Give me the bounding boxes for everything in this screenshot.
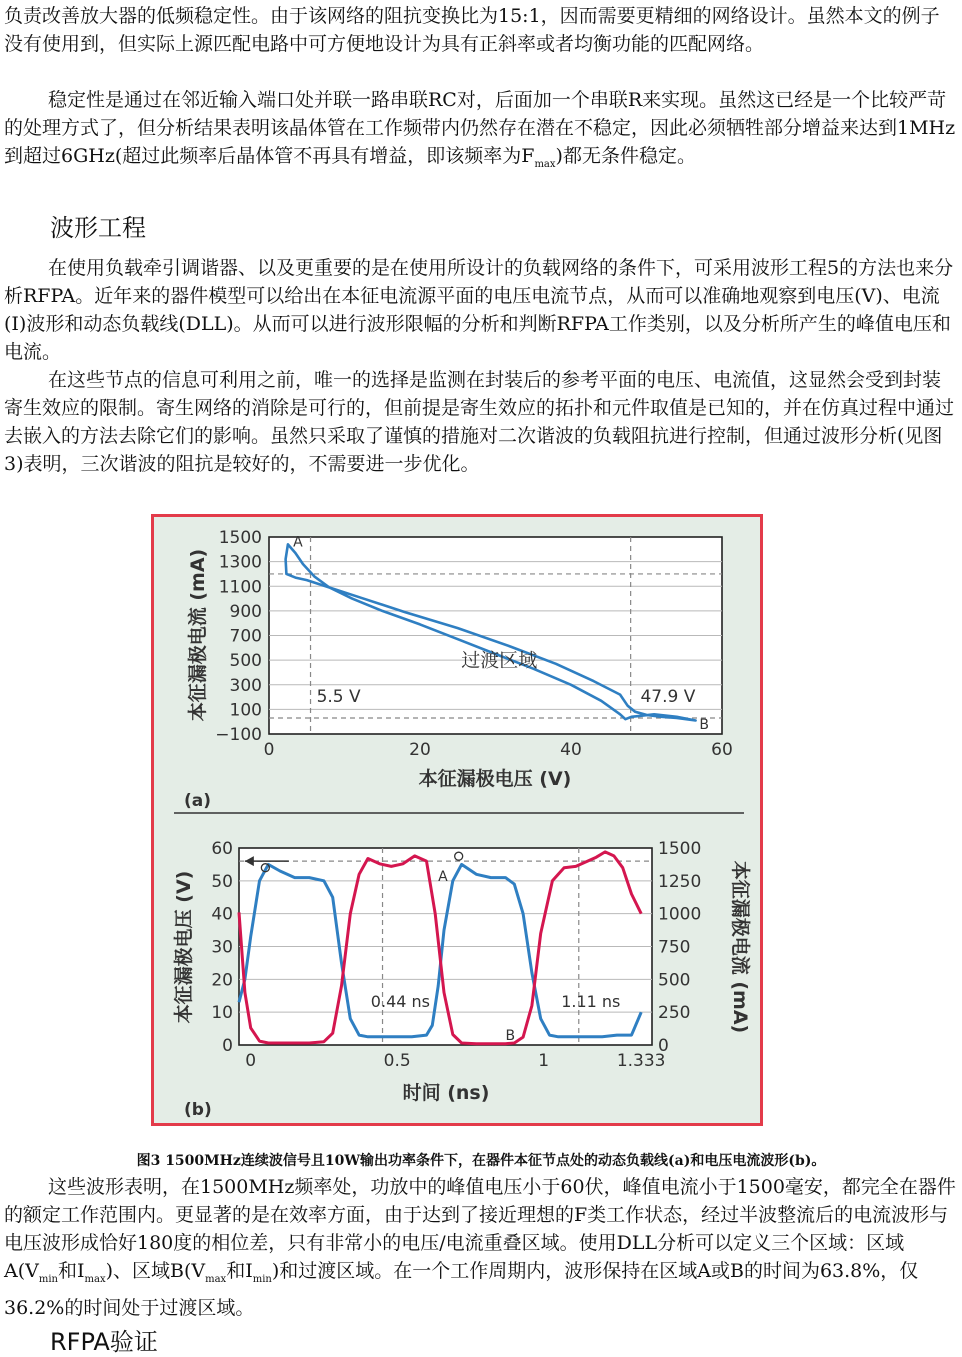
panel-b-ytick-left-label: 20 bbox=[211, 970, 233, 991]
panel-a-ytick-label: −100 bbox=[215, 725, 262, 745]
panel-b-ytick-right-label: 1000 bbox=[658, 904, 702, 925]
panel-a-tag: (a) bbox=[184, 791, 212, 811]
panel-b-ytick-left-label: 10 bbox=[211, 1003, 233, 1024]
panel-a-xtick-label: 40 bbox=[560, 740, 582, 760]
panel-a-ytick-label: 100 bbox=[229, 700, 262, 721]
panel-a-xtick-label: 20 bbox=[409, 740, 431, 760]
panel-b-region-b-label: B bbox=[505, 1028, 516, 1045]
paragraph-2: 稳定性是通过在邻近输入端口处并联一路串联RC对，后面加一个串联R来实现。虽然这已经是一个比较严苛的处理方式了，但分析结果表明该晶体管在工作频带内仍然存在潜在不稳定，因此必须牺牲部分增益来达到1MHz到超过6GHz(超过此频率后晶体管不再具有增益，即该频率为$F_{max}$)都无条件稳定。 bbox=[4, 89, 956, 170]
panel-b-ytick-left-label: 50 bbox=[211, 871, 233, 892]
panel-b-ytick-right-label: 750 bbox=[658, 937, 691, 958]
panel-b-t2-label: 1.11 ns bbox=[561, 992, 621, 1012]
panel-b-t1-label: 0.44 ns bbox=[370, 992, 430, 1012]
panel-b-ylabel-right: 本征漏极电流 (mA) bbox=[729, 860, 751, 1034]
paragraph-3: 在使用负载牵引调谐器、以及更重要的是在使用所设计的负载网络的条件下，可采用波形工程5的方法也来分析RFPA。近年来的器件模型可以给出在本征电流源平面的电压电流节点，从而可以准确地观察到电压(V)、电流(I)波形和动态负载线(DLL)。从而可以进行波形限幅的分析和判断RFPA工作类别，以及分析所产生的峰值电压和电流。 bbox=[4, 257, 954, 363]
panel-a-ytick-label: 1500 bbox=[218, 528, 262, 548]
paragraph-4: 在这些节点的信息可利用之前，唯一的选择是监测在封装后的参考平面的电压、电流值，这显然会受到封装寄生效应的限制。寄生网络的消除是可行的，但前提是寄生效应的拓扑和元件取值是已知的，并在仿真过程中通过去嵌入的方法去除它们的影响。虽然只采取了谨慎的措施对二次谐波的负载阻抗进行控制，但通过波形分析(见图3)表明，三次谐波的阻抗是较好的，不需要进一步优化。 bbox=[4, 369, 955, 475]
panel-b-ytick-left-label: 40 bbox=[211, 904, 233, 925]
panel-b-ytick-left-label: 0 bbox=[222, 1036, 233, 1056]
panel-a-ytick-label: 500 bbox=[229, 651, 262, 672]
panel-a-ytick-label: 300 bbox=[229, 675, 262, 696]
panel-a-ytick-label: 1100 bbox=[218, 577, 262, 598]
panel-b-ytick-right-label: 1250 bbox=[658, 871, 702, 892]
panel-a-xlabel: 本征漏极电压 (V) bbox=[418, 768, 572, 790]
panel-a-ytick-label: 1300 bbox=[218, 552, 262, 573]
section-heading-waveform: 波形工程 bbox=[50, 214, 146, 242]
panel-b-ytick-left-label: 60 bbox=[211, 839, 233, 859]
panel-a-transition-label: 过渡区域 bbox=[461, 649, 538, 672]
panel-a-v-left-label: 5.5 V bbox=[316, 686, 361, 707]
panel-b-ytick-right-label: 250 bbox=[658, 1003, 691, 1024]
figure-caption: 图3 1500MHz连续波信号且10W输出功率条件下，在器件本征节点处的动态负载线(a)和电压电流波形(b)。 bbox=[136, 1153, 826, 1169]
panel-b-ytick-right-label: 500 bbox=[658, 970, 691, 991]
figure-canvas bbox=[154, 517, 760, 1123]
panel-b-xtick-label: 1 bbox=[538, 1051, 550, 1071]
panel-a-region-b-label: B bbox=[699, 717, 709, 734]
panel-b-xtick-label: 1.333 bbox=[616, 1051, 666, 1071]
panel-b-ytick-left-label: 30 bbox=[211, 937, 233, 958]
panel-a-xtick-label: 0 bbox=[263, 740, 275, 760]
panel-b-xlabel: 时间 (ns) bbox=[402, 1082, 490, 1104]
panel-a-xtick-label: 60 bbox=[711, 740, 733, 760]
figure-3 bbox=[151, 514, 763, 1126]
panel-a-ytick-label: 900 bbox=[229, 601, 262, 622]
panel-b-xtick-label: 0.5 bbox=[383, 1051, 411, 1071]
panel-a-ytick-label: 700 bbox=[229, 626, 262, 647]
panel-b-xtick-label: 0 bbox=[245, 1051, 257, 1071]
paragraph-5: 这些波形表明，在1500MHz频率处，功放中的峰值电压小于60伏，峰值电流小于1500毫安，都完全在器件的额定工作范围内。更显著的是在效率方面，由于达到了接近理想的F类工作状态，经过半波整流后的电流波形与电压波形成恰好180度的相位差，只有非常小的电压/电流重叠区域。使用DLL分析可以定义三个区域：区域$A(V_{min}$和$I_{max}$)、区域$B(V_{max}$和$I_{min}$)和过渡区域。在一个工作周期内，波形保持在区域A或B的时间为63.8%，仅36.2%的时间处于过渡区域。 bbox=[4, 1176, 956, 1319]
paragraph-1: 负责改善放大器的低频稳定性。由于该网络的阻抗变换比为15:1，因而需要更精细的网络设计。虽然本文的例子没有使用到，但实际上源匹配电路中可方便地设计为具有正斜率或者均衡功能的匹配网络。 bbox=[4, 5, 940, 55]
section-heading-rfpa: RFPA验证 bbox=[50, 1328, 158, 1356]
panel-a-ylabel: 本征漏极电流 (mA) bbox=[187, 548, 209, 722]
panel-b-ytick-right-label: 0 bbox=[658, 1036, 669, 1056]
panel-b-ylabel-left: 本征漏极电压 (V) bbox=[173, 870, 195, 1024]
panel-b-ytick-right-label: 1500 bbox=[658, 839, 702, 859]
panel-a-v-right-label: 47.9 V bbox=[640, 686, 696, 707]
panel-b-region-a-label: A bbox=[438, 868, 448, 885]
panel-a-region-a-label: A bbox=[293, 534, 303, 551]
panel-b-tag: (b) bbox=[184, 1100, 212, 1120]
